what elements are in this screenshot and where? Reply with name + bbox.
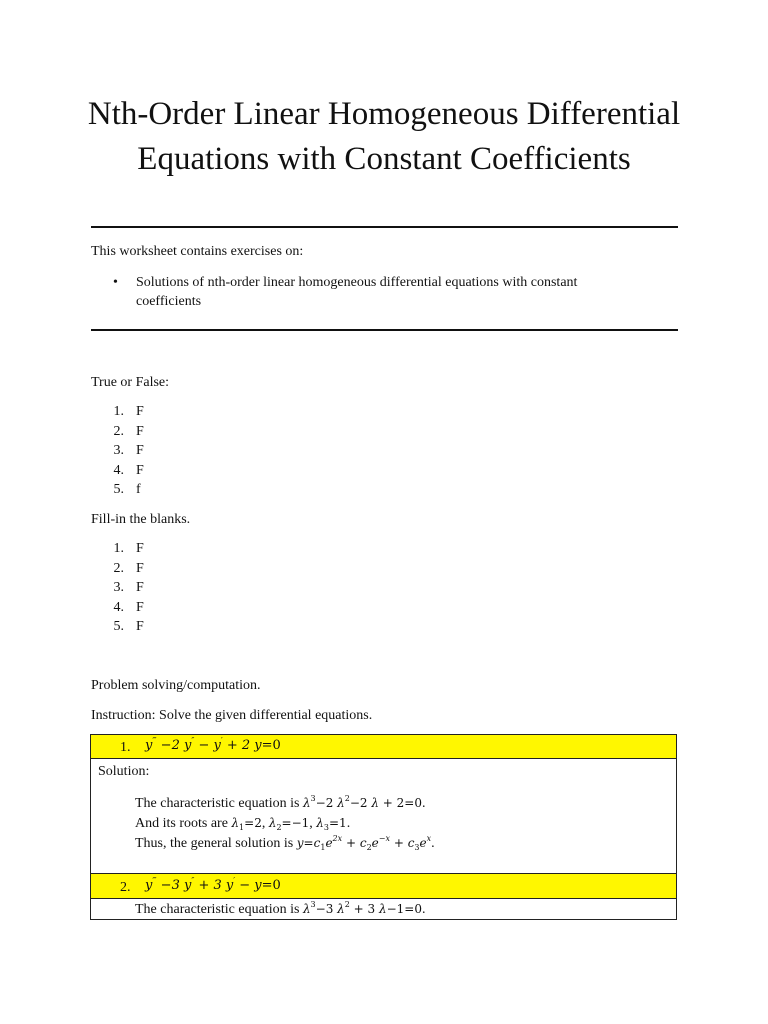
- list-item: 5. F: [113, 619, 144, 634]
- divider: [91, 329, 678, 331]
- list-item: 2. F: [113, 560, 144, 576]
- bullet-text: Solutions of nth-order linear homogeneous differential equations with constant coefficients: [136, 275, 578, 309]
- list-item: 1. F: [113, 541, 144, 556]
- fill-blanks-heading: Fill-in the blanks.: [91, 512, 191, 527]
- list-item: 4. F: [113, 599, 144, 615]
- problem-2-header: [90, 873, 677, 899]
- list-item: 3. F: [113, 443, 144, 458]
- problem-number: 1.: [120, 740, 131, 755]
- general-solution-line: Thus, the general solution is $y=c_1e^{2x} + c_2e^{-x} + c_3e^x$.: [135, 834, 435, 852]
- fill-blanks-list: [108, 539, 144, 637]
- divider: [91, 226, 678, 228]
- list-item: 3. F: [113, 580, 144, 595]
- instruction-text: Instruction: Solve the given differential equations.: [91, 708, 373, 723]
- list-item: 1. F: [113, 404, 144, 419]
- list-item: 5. f: [113, 482, 141, 497]
- list-item: 4. F: [113, 462, 144, 478]
- list-item: 2. F: [113, 423, 144, 439]
- problem-1-solution: [90, 758, 677, 874]
- true-false-heading: True or False:: [91, 375, 170, 390]
- solution-label: Solution:: [98, 764, 150, 779]
- problem-1-header: [90, 734, 677, 759]
- problem-heading: Problem solving/computation.: [91, 678, 261, 693]
- characteristic-equation-line: The characteristic equation is $\lambda^3-2$ $\lambda^2-2$ λ + 2=0.: [135, 794, 426, 811]
- characteristic-equation-line: The characteristic equation is $\lambda^3-3$ $\lambda^2 + 3$ λ−1=0.: [135, 900, 426, 917]
- true-false-list: [108, 402, 144, 500]
- problem-equation: y‴ −3 y″ + 3 y′ − y=0: [145, 876, 281, 893]
- problem-2-solution: [90, 898, 677, 920]
- problem-number: 2.: [120, 880, 131, 895]
- roots-line: And its roots are $\lambda_1=2$, $\lambda_2=-1$, $\lambda_3=1$.: [135, 816, 351, 832]
- page-title: Nth-Order Linear Homogeneous Differential Equations with Constant Coefficients: [87, 96, 681, 177]
- intro-text: This worksheet contains exercises on:: [91, 244, 304, 259]
- problem-equation: y‴ −2 y″ − y′ + 2 y=0: [145, 736, 281, 753]
- bullet-icon: •: [113, 275, 118, 290]
